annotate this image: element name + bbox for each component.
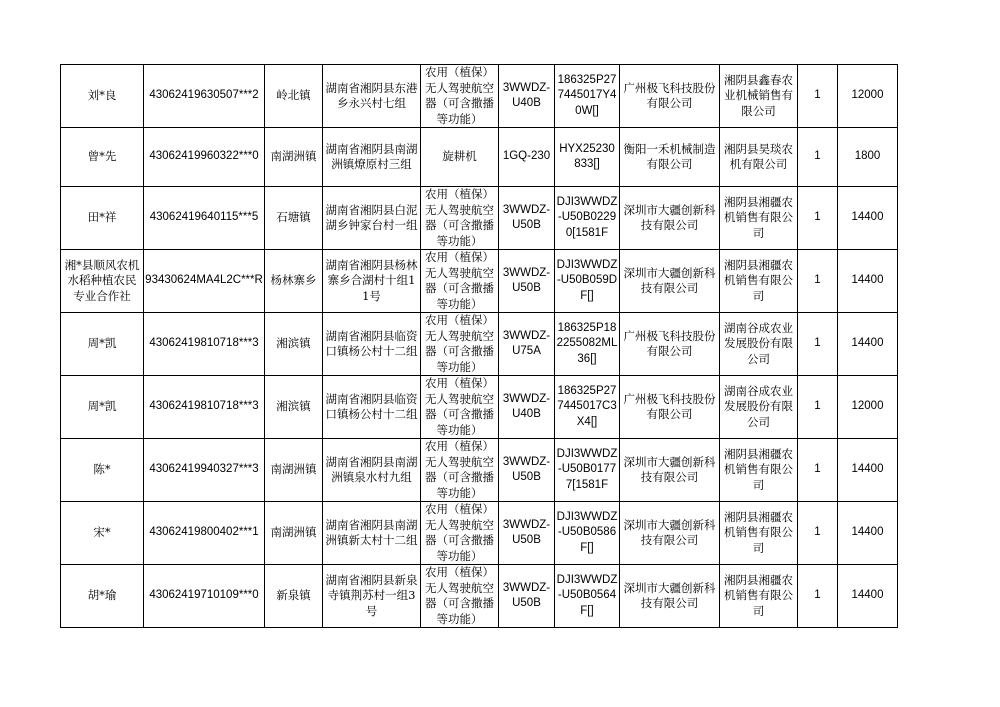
quantity-cell: 1 bbox=[798, 439, 838, 502]
model-cell: 3WWDZ-U75A bbox=[499, 313, 555, 376]
town-cell: 湘滨镇 bbox=[265, 313, 323, 376]
owner-name-cell: 周*凯 bbox=[61, 376, 144, 439]
quantity-cell: 1 bbox=[798, 128, 838, 187]
dealer-cell: 湘阴县湘疆农机销售有限公司 bbox=[720, 502, 798, 565]
manufacturer-cell: 深圳市大疆创新科技有限公司 bbox=[620, 565, 720, 628]
serial-number-cell: 186325P277445017C3X4[] bbox=[555, 376, 620, 439]
model-cell: 1GQ-230 bbox=[499, 128, 555, 187]
subsidy-amount-cell: 14400 bbox=[838, 439, 898, 502]
dealer-cell: 湘阴县昊琰农机有限公司 bbox=[720, 128, 798, 187]
machine-category-cell: 农用（植保）无人驾驶航空器（可含撒播等功能） bbox=[421, 65, 499, 128]
id-number-cell: 43062419630507***2 bbox=[144, 65, 265, 128]
machine-category-cell: 农用（植保）无人驾驶航空器（可含撒播等功能） bbox=[421, 313, 499, 376]
manufacturer-cell: 广州极飞科技股份有限公司 bbox=[620, 313, 720, 376]
subsidy-amount-cell: 14400 bbox=[838, 565, 898, 628]
address-cell: 湖南省湘阴县东港乡永兴村七组 bbox=[323, 65, 421, 128]
subsidy-amount-cell: 14400 bbox=[838, 250, 898, 313]
serial-number-cell: DJI3WWDZ-U50B059DF[] bbox=[555, 250, 620, 313]
dealer-cell: 湘阴县湘疆农机销售有限公司 bbox=[720, 565, 798, 628]
quantity-cell: 1 bbox=[798, 502, 838, 565]
owner-name-cell: 湘*县顺风农机水稻种植农民专业合作社 bbox=[61, 250, 144, 313]
machine-category-cell: 农用（植保）无人驾驶航空器（可含撒播等功能） bbox=[421, 187, 499, 250]
model-cell: 3WWDZ-U50B bbox=[499, 250, 555, 313]
subsidy-amount-cell: 12000 bbox=[838, 376, 898, 439]
serial-number-cell: DJI3WWDZ-U50B0586F[] bbox=[555, 502, 620, 565]
subsidy-amount-cell: 1800 bbox=[838, 128, 898, 187]
manufacturer-cell: 广州极飞科技股份有限公司 bbox=[620, 376, 720, 439]
table-row bbox=[61, 313, 898, 376]
manufacturer-cell: 深圳市大疆创新科技有限公司 bbox=[620, 187, 720, 250]
town-cell: 湘滨镇 bbox=[265, 376, 323, 439]
table-row bbox=[61, 565, 898, 628]
address-cell: 湖南省湘阴县白泥湖乡钟家台村一组 bbox=[323, 187, 421, 250]
table-row bbox=[61, 65, 898, 128]
model-cell: 3WWDZ-U40B bbox=[499, 65, 555, 128]
id-number-cell: 43062419940327***3 bbox=[144, 439, 265, 502]
address-cell: 湖南省湘阴县南湖洲镇燎原村三组 bbox=[323, 128, 421, 187]
manufacturer-cell: 衡阳一禾机械制造有限公司 bbox=[620, 128, 720, 187]
address-cell: 湖南省湘阴县杨林寨乡合湖村十组11号 bbox=[323, 250, 421, 313]
quantity-cell: 1 bbox=[798, 65, 838, 128]
subsidy-amount-cell: 14400 bbox=[838, 313, 898, 376]
id-number-cell: 43062419810718***3 bbox=[144, 376, 265, 439]
owner-name-cell: 刘*良 bbox=[61, 65, 144, 128]
town-cell: 岭北镇 bbox=[265, 65, 323, 128]
id-number-cell: 43062419810718***3 bbox=[144, 313, 265, 376]
address-cell: 湖南省湘阴县南湖洲镇泉水村九组 bbox=[323, 439, 421, 502]
manufacturer-cell: 深圳市大疆创新科技有限公司 bbox=[620, 439, 720, 502]
machine-category-cell: 农用（植保）无人驾驶航空器（可含撒播等功能） bbox=[421, 439, 499, 502]
model-cell: 3WWDZ-U40B bbox=[499, 376, 555, 439]
owner-name-cell: 胡*瑜 bbox=[61, 565, 144, 628]
model-cell: 3WWDZ-U50B bbox=[499, 187, 555, 250]
address-cell: 湖南省湘阴县临资口镇杨公村十二组 bbox=[323, 376, 421, 439]
table-body bbox=[61, 65, 898, 628]
serial-number-cell: DJI3WWDZ-U50B01777[1581F bbox=[555, 439, 620, 502]
model-cell: 3WWDZ-U50B bbox=[499, 565, 555, 628]
town-cell: 杨林寨乡 bbox=[265, 250, 323, 313]
serial-number-cell: 186325P277445017Y40W[] bbox=[555, 65, 620, 128]
quantity-cell: 1 bbox=[798, 376, 838, 439]
manufacturer-cell: 广州极飞科技股份有限公司 bbox=[620, 65, 720, 128]
id-number-cell: 93430624MA4L2C***R bbox=[144, 250, 265, 313]
owner-name-cell: 周*凯 bbox=[61, 313, 144, 376]
id-number-cell: 43062419800402***1 bbox=[144, 502, 265, 565]
dealer-cell: 湘阴县湘疆农机销售有限公司 bbox=[720, 250, 798, 313]
quantity-cell: 1 bbox=[798, 313, 838, 376]
subsidy-amount-cell: 14400 bbox=[838, 187, 898, 250]
owner-name-cell: 陈* bbox=[61, 439, 144, 502]
id-number-cell: 43062419710109***0 bbox=[144, 565, 265, 628]
machine-category-cell: 农用（植保）无人驾驶航空器（可含撒播等功能） bbox=[421, 376, 499, 439]
address-cell: 湖南省湘阴县新泉寺镇荆苏村一组3号 bbox=[323, 565, 421, 628]
town-cell: 南湖洲镇 bbox=[265, 439, 323, 502]
table-row bbox=[61, 439, 898, 502]
table-row bbox=[61, 187, 898, 250]
serial-number-cell: DJI3WWDZ-U50B02290[1581F bbox=[555, 187, 620, 250]
machine-category-cell: 旋耕机 bbox=[421, 128, 499, 187]
id-number-cell: 43062419960322***0 bbox=[144, 128, 265, 187]
dealer-cell: 湘阴县湘疆农机销售有限公司 bbox=[720, 187, 798, 250]
manufacturer-cell: 深圳市大疆创新科技有限公司 bbox=[620, 250, 720, 313]
town-cell: 新泉镇 bbox=[265, 565, 323, 628]
subsidy-records-table bbox=[60, 64, 898, 628]
dealer-cell: 湘阴县鑫春农业机械销售有限公司 bbox=[720, 65, 798, 128]
id-number-cell: 43062419640115***5 bbox=[144, 187, 265, 250]
quantity-cell: 1 bbox=[798, 250, 838, 313]
serial-number-cell: DJI3WWDZ-U50B0564F[] bbox=[555, 565, 620, 628]
town-cell: 石塘镇 bbox=[265, 187, 323, 250]
quantity-cell: 1 bbox=[798, 187, 838, 250]
dealer-cell: 湖南谷成农业发展股份有限公司 bbox=[720, 376, 798, 439]
table-row bbox=[61, 502, 898, 565]
subsidy-amount-cell: 14400 bbox=[838, 502, 898, 565]
serial-number-cell: 186325P182255082ML36[] bbox=[555, 313, 620, 376]
table-row bbox=[61, 250, 898, 313]
owner-name-cell: 曾*先 bbox=[61, 128, 144, 187]
dealer-cell: 湖南谷成农业发展股份有限公司 bbox=[720, 313, 798, 376]
owner-name-cell: 宋* bbox=[61, 502, 144, 565]
machine-category-cell: 农用（植保）无人驾驶航空器（可含撒播等功能） bbox=[421, 250, 499, 313]
dealer-cell: 湘阴县湘疆农机销售有限公司 bbox=[720, 439, 798, 502]
table-row bbox=[61, 128, 898, 187]
model-cell: 3WWDZ-U50B bbox=[499, 502, 555, 565]
owner-name-cell: 田*祥 bbox=[61, 187, 144, 250]
machine-category-cell: 农用（植保）无人驾驶航空器（可含撒播等功能） bbox=[421, 502, 499, 565]
address-cell: 湖南省湘阴县南湖洲镇新太村十二组 bbox=[323, 502, 421, 565]
machine-category-cell: 农用（植保）无人驾驶航空器（可含撒播等功能） bbox=[421, 565, 499, 628]
subsidy-amount-cell: 12000 bbox=[838, 65, 898, 128]
model-cell: 3WWDZ-U50B bbox=[499, 439, 555, 502]
serial-number-cell: HYX25230833[] bbox=[555, 128, 620, 187]
address-cell: 湖南省湘阴县临资口镇杨公村十二组 bbox=[323, 313, 421, 376]
manufacturer-cell: 深圳市大疆创新科技有限公司 bbox=[620, 502, 720, 565]
table-row bbox=[61, 376, 898, 439]
town-cell: 南湖洲镇 bbox=[265, 502, 323, 565]
quantity-cell: 1 bbox=[798, 565, 838, 628]
town-cell: 南湖洲镇 bbox=[265, 128, 323, 187]
